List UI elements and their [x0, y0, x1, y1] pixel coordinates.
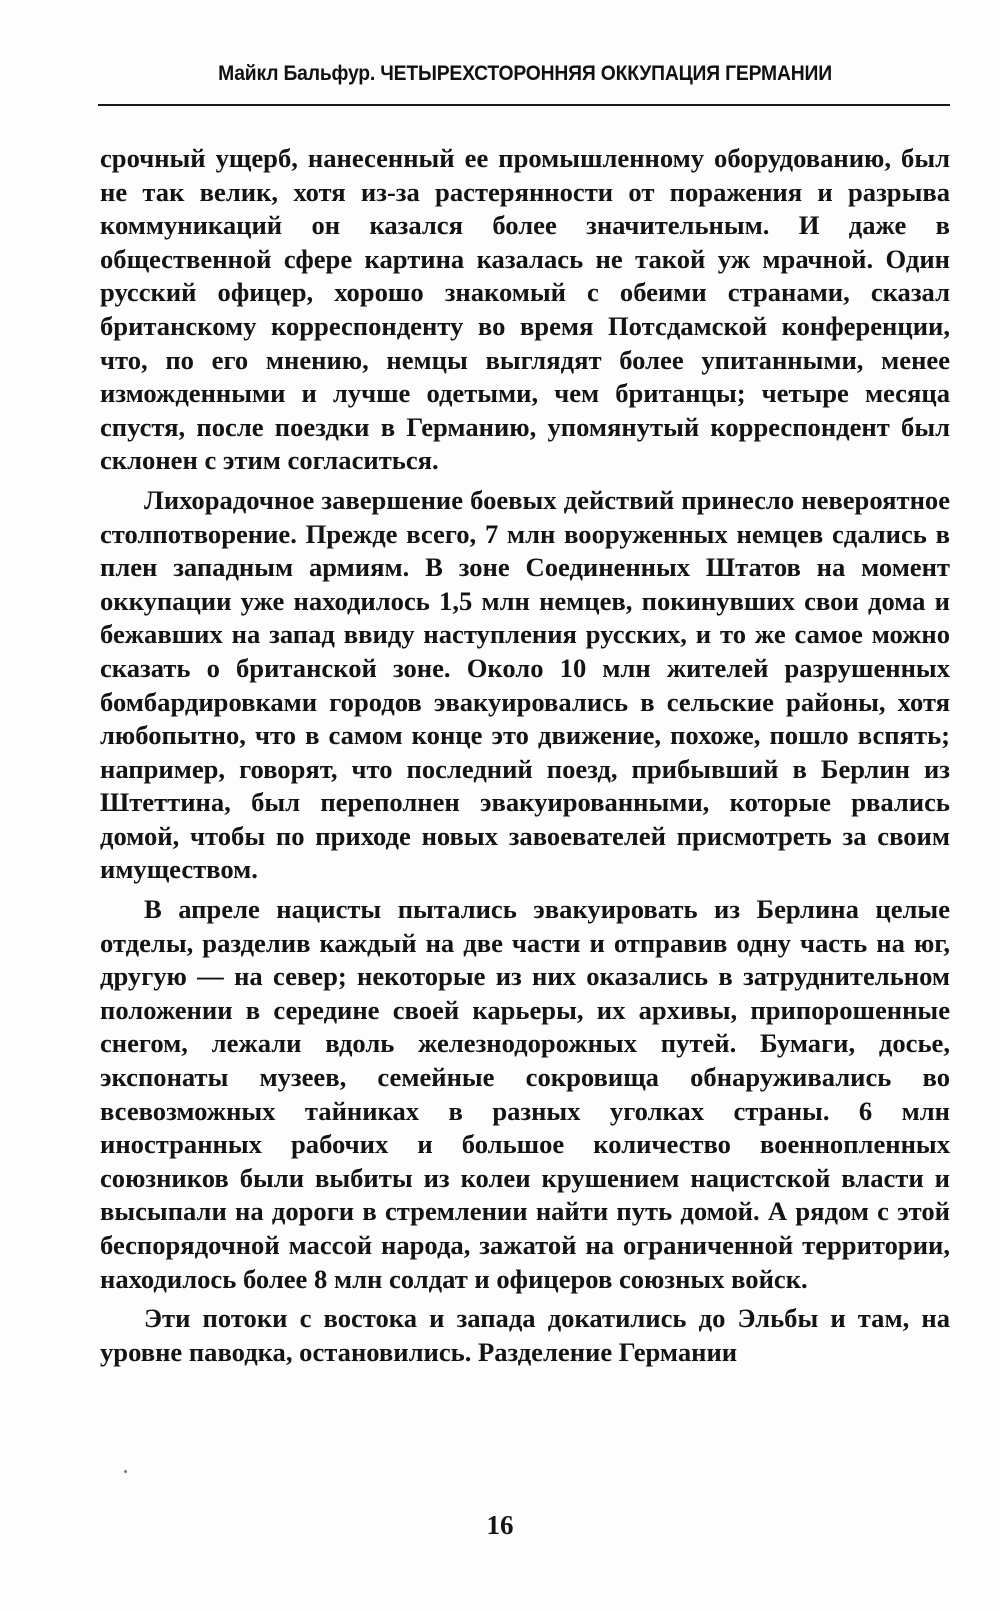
running-header: Майкл Бальфур. ЧЕТЫРЕХСТОРОННЯЯ ОККУПАЦИЯ ГЕРМАНИИ	[218, 62, 832, 85]
body-text	[100, 142, 950, 1369]
paragraph: Лихорадочное завершение боевых действий принесло невероятное столпотворение. Прежде всего, 7 млн вооруженных немцев сдались в плен западным армиям. В зоне Соединенных Штатов на момент оккупации уже находилось 1,5 млн немцев, покинувших свои дома и бежавших на запад ввиду наступления русских, и то же самое можно сказать о британской зоне. Около 10 млн жителей разрушенных бомбардировками городов эвакуировались в сельские районы, хотя любопытно, что в самом конце это движение, похоже, пошло вспять; например, говорят, что последний поезд, прибывший в Берлин из Штеттина, был переполнен эвакуированными, которые рвались домой, чтобы по приходе новых завоевателей присмотреть за своим имуществом.	[100, 484, 950, 885]
paragraph: Эти потоки с востока и запада докатились до Эльбы и там, на уровне паводка, остановились. Разделение Германии	[100, 1303, 950, 1367]
paragraph-continuation: срочный ущерб, нанесенный ее промышленному оборудованию, был не так велик, хотя из-за растерянности от поражения и разрыва коммуникаций он казался более значительным. И даже в общественной сфере картина казалась не такой уж мрачной. Один русский офицер, хорошо знакомый с обеими странами, сказал британскому корреспонденту во время Потсдамской конференции, что, по его мнению, немцы выглядят более упитанными, менее изможденными и лучше одетыми, чем британцы; четыре месяца спустя, после поездки в Германию, упомянутый корреспондент был склонен с этим согласиться.	[100, 143, 950, 476]
paragraph: В апреле нацисты пытались эвакуировать из Берлина целые отделы, разделив каждый на две части и отправив одну часть на юг, другую — на север; некоторые из них оказались в затруднительном положении в середине своей карьеры, их архивы, припорошенные снегом, лежали вдоль железнодорожных путей. Бумаги, досье, экспонаты музеев, семейные сокровища обнаруживались во всевозможных тайниках в разных уголках страны. 6 млн иностранных рабочих и большое количество военнопленных союзников были выбиты из колеи крушением нацистской власти и высыпали на дороги в стремлении найти путь домой. А рядом с этой беспорядочной массой народа, зажатой на ограниченной территории, находилось более 8 млн солдат и офицеров союзных войск.	[100, 894, 950, 1294]
scan-speck	[124, 1470, 127, 1473]
page-number: 16	[486, 1510, 514, 1540]
header-divider	[98, 104, 950, 106]
